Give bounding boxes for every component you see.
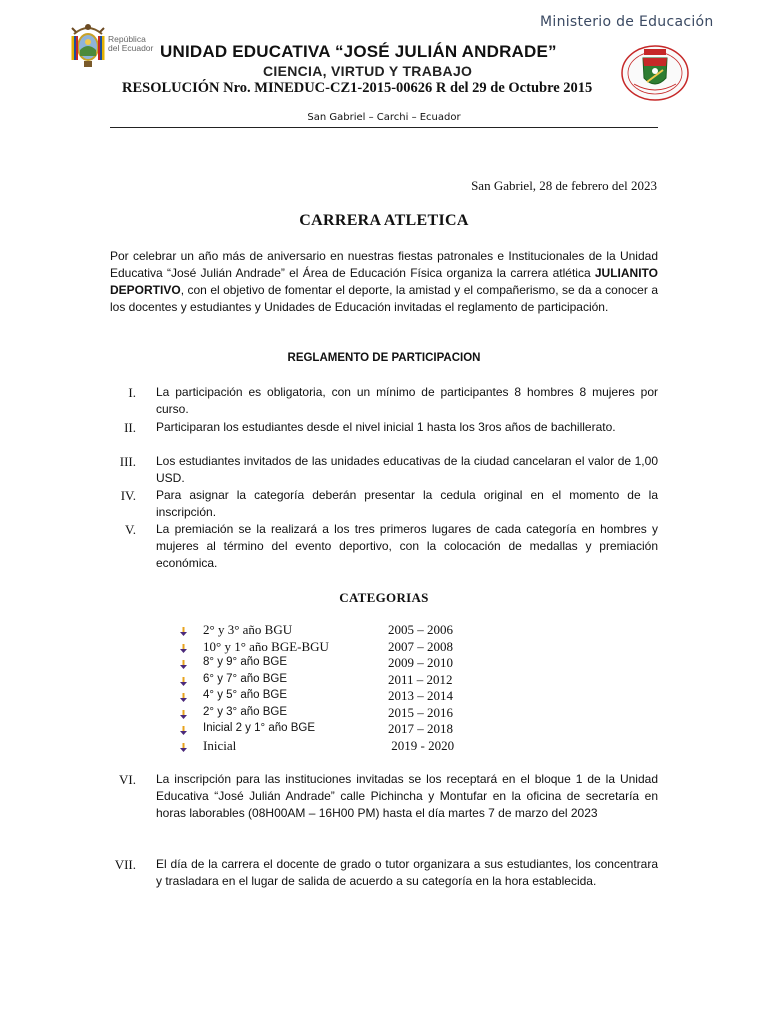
category-years: 2011 – 2012 bbox=[388, 671, 453, 687]
rule-item bbox=[110, 453, 658, 487]
arrow-bullet-icon bbox=[178, 643, 189, 654]
rule-text: La premiación se la realizará a los tres primeros lugares de cada categoría en hombres y mujeres al término del evento deportivo, con la colocación de medallas y premiación económica. bbox=[156, 522, 658, 570]
rule-text: La inscripción para las instituciones invitadas se los receptará en el bloque 1 de la Unidad Educativa “José Julián Andrade” calle Pichincha y Montufar en la oficina de secretaría en horas laborables (08H00AM – 16H00 PM) hasta el día martes 7 de marzo del 2023 bbox=[156, 772, 658, 820]
rule-number: I. bbox=[128, 385, 136, 400]
ecuador-logo-line: del Ecuador bbox=[108, 43, 154, 53]
school-crest-icon bbox=[620, 44, 690, 102]
ecuador-logo-text bbox=[108, 35, 153, 53]
category-years: 2007 – 2008 bbox=[388, 638, 453, 654]
intro-text-end: , con el objetivo de fomentar el deporte, la amistad y el compañerismo, se da a conocer a los docentes y estudiantes y Unidades de Educación invitadas el reglamento de participación. bbox=[110, 283, 658, 314]
ecuador-coat-of-arms-icon bbox=[70, 20, 106, 70]
category-name: Inicial 2 y 1° año BGE bbox=[203, 722, 315, 734]
category-name: 10° y 1° año BGE-BGU bbox=[203, 638, 329, 654]
category-name: 2° y 3° año BGE bbox=[203, 705, 287, 718]
intro-text-start: Por celebrar un año más de aniversario en nuestras fiestas patronales e Institucionales de la Unidad Educativa “José Julián Andrade” el Área de Educación Física organiza la carrera atlética bbox=[110, 249, 658, 280]
category-years: 2013 – 2014 bbox=[388, 688, 453, 703]
header-divider bbox=[110, 127, 658, 128]
rule-number: VII. bbox=[114, 857, 136, 872]
category-years: 2019 - 2020 bbox=[388, 737, 455, 753]
arrow-bullet-icon bbox=[178, 676, 189, 687]
category-years: 2017 – 2018 bbox=[388, 721, 453, 736]
category-name: Inicial bbox=[203, 737, 237, 753]
rule-number: II. bbox=[124, 420, 136, 435]
category-name: 6° y 7° año BGE bbox=[203, 672, 287, 685]
category-name: 2° y 3° año BGU bbox=[203, 622, 293, 637]
rule-number: IV. bbox=[120, 488, 136, 503]
date-line: San Gabriel, 28 de febrero del 2023 bbox=[471, 178, 657, 193]
event-name: JULIANITO DEPORTIVO bbox=[110, 266, 658, 297]
rule-item bbox=[110, 771, 658, 822]
categories-heading: CATEGORIAS bbox=[339, 590, 429, 605]
rule-number: III. bbox=[119, 454, 136, 469]
ecuador-logo-line: República bbox=[108, 34, 146, 44]
rule-number: V. bbox=[125, 522, 136, 537]
school-name: UNIDAD EDUCATIVA “JOSÉ JULIÁN ANDRADE” bbox=[160, 42, 557, 61]
intro-paragraph bbox=[110, 248, 658, 316]
rule-text: Para asignar la categoría deberán presentar la cedula original en el momento de la inscripción. bbox=[156, 488, 658, 519]
category-name: 8° y 9° año BGE bbox=[203, 656, 287, 668]
rule-item bbox=[110, 419, 658, 436]
school-motto: CIENCIA, VIRTUD Y TRABAJO bbox=[263, 63, 473, 79]
category-years: 2009 – 2010 bbox=[388, 655, 453, 670]
category-years: 2005 – 2006 bbox=[388, 622, 453, 637]
rule-number: VI. bbox=[119, 772, 136, 787]
rule-item bbox=[110, 856, 658, 890]
rule-item bbox=[110, 521, 658, 572]
location-line: San Gabriel – Carchi – Ecuador bbox=[307, 112, 461, 123]
arrow-bullet-icon bbox=[178, 659, 189, 670]
arrow-bullet-icon bbox=[178, 725, 189, 736]
category-years: 2015 – 2016 bbox=[388, 704, 453, 720]
rule-text: Los estudiantes invitados de las unidades educativas de la ciudad cancelaran el valor de 1,00 USD. bbox=[156, 454, 658, 485]
rule-item bbox=[110, 487, 658, 521]
arrow-bullet-icon bbox=[178, 709, 189, 720]
document-title: CARRERA ATLETICA bbox=[299, 212, 469, 229]
arrow-bullet-icon bbox=[178, 692, 189, 703]
rule-text: La participación es obligatoria, con un mínimo de participantes 8 hombres 8 mujeres por curso. bbox=[156, 385, 658, 416]
rule-item bbox=[110, 384, 658, 418]
category-name: 4° y 5° año BGE bbox=[203, 689, 287, 701]
arrow-bullet-icon bbox=[178, 742, 189, 753]
rule-text: El día de la carrera el docente de grado o tutor organizara a sus estudiantes, los concentrara y trasladara en el lugar de salida de acuerdo a su categoría en la hora establecida. bbox=[156, 857, 658, 888]
arrow-bullet-icon bbox=[178, 626, 189, 637]
resolution-line: RESOLUCIÓN Nro. MINEDUC-CZ1-2015-00626 R del 29 de Octubre 2015 bbox=[122, 80, 593, 96]
ministry-name: Ministerio de Educación bbox=[540, 14, 714, 30]
rules-heading: REGLAMENTO DE PARTICIPACION bbox=[287, 352, 481, 364]
rule-text: Participaran los estudiantes desde el nivel inicial 1 hasta los 3ros años de bachillerato. bbox=[156, 420, 616, 434]
